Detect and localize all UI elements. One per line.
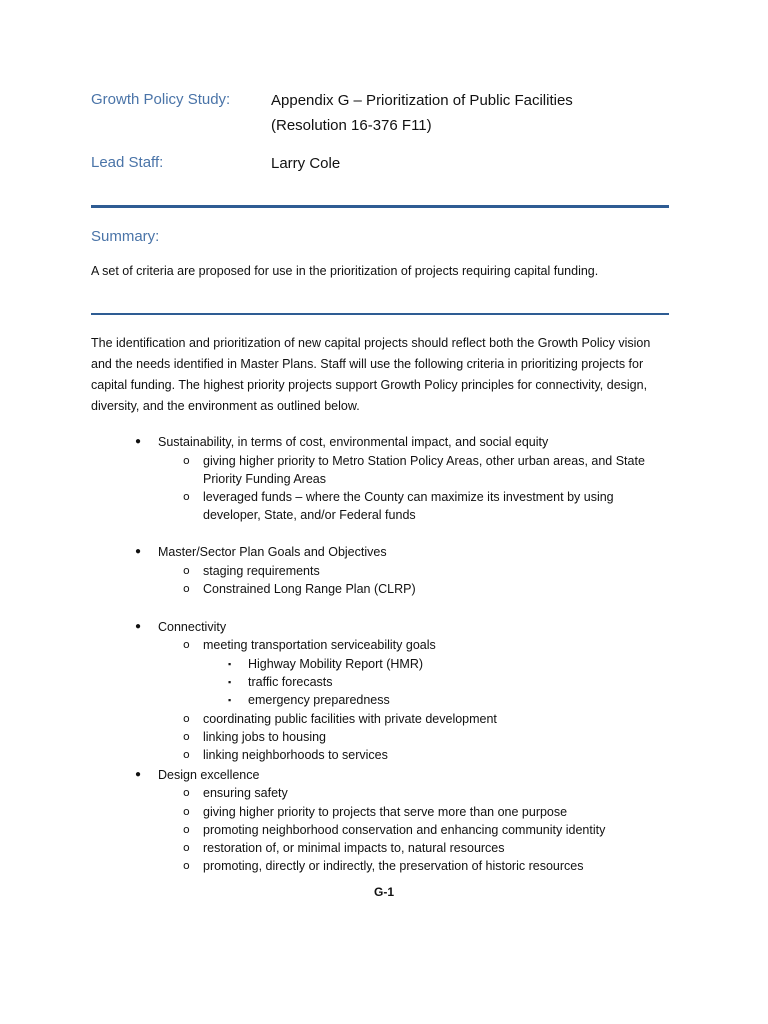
list-item-level-2: restoration of, or minimal impacts to, natural resources (203, 841, 505, 855)
bullet-marker: ▪ (228, 677, 232, 687)
bullet-marker: o (183, 823, 190, 836)
lead-staff-label: Lead Staff: (91, 154, 164, 171)
list-item-level-1: Connectivity (158, 620, 227, 634)
bullet-marker: o (183, 490, 190, 503)
bullet-marker: ● (135, 546, 142, 557)
list-item-level-1: Sustainability, in terms of cost, environmental impact, and social equity (158, 435, 549, 449)
bullet-marker: ▪ (228, 659, 232, 669)
lead-staff-value: Larry Cole (271, 155, 341, 172)
bullet-marker: ● (135, 621, 142, 632)
list-item-level-2: ensuring safety (203, 786, 288, 800)
bullet-marker: o (183, 805, 190, 818)
bullet-marker: o (183, 454, 190, 467)
bullet-marker: ▪ (228, 695, 232, 705)
list-item-level-2: linking jobs to housing (203, 730, 326, 744)
bullet-marker: o (183, 638, 190, 651)
list-item-level-2: promoting, directly or indirectly, the preservation of historic resources (203, 859, 584, 873)
bullet-marker: ● (135, 769, 142, 780)
list-item-level-3: emergency preparedness (248, 693, 390, 707)
bullet-marker: o (183, 730, 190, 743)
list-item-level-1: Design excellence (158, 768, 260, 782)
bullet-marker: o (183, 841, 190, 854)
list-item-level-2: coordinating public facilities with private development (203, 712, 497, 726)
list-item-level-2: Constrained Long Range Plan (CLRP) (203, 582, 416, 596)
list-item-level-2: giving higher priority to projects that serve more than one purpose (203, 805, 568, 819)
bullet-marker: o (183, 582, 190, 595)
summary-divider (91, 313, 669, 315)
header-divider (91, 205, 669, 208)
list-item-level-2: promoting neighborhood conservation and enhancing community identity (203, 823, 606, 837)
summary-text: A set of criteria are proposed for use in the prioritization of projects requiring capital funding. (91, 264, 599, 278)
bullet-marker: o (183, 859, 190, 872)
study-title (271, 88, 573, 138)
bullet-marker: ● (135, 436, 142, 447)
list-item-level-2: staging requirements (203, 564, 320, 578)
study-label: Growth Policy Study: (91, 91, 231, 108)
list-item-level-2: leveraged funds – where the County can maximize its investment by using developer, State, and/or Federal funds (203, 490, 614, 522)
list-item-level-3: traffic forecasts (248, 675, 333, 689)
list-item-level-2: giving higher priority to Metro Station Policy Areas, other urban areas, and State Priority Funding Areas (203, 454, 645, 486)
summary-label: Summary: (91, 228, 160, 245)
list-item-level-3: Highway Mobility Report (HMR) (248, 657, 424, 671)
study-title-line1: Appendix G – Prioritization of Public Facilities (271, 92, 573, 109)
bullet-marker: o (183, 712, 190, 725)
bullet-marker: o (183, 748, 190, 761)
intro-paragraph: The identification and prioritization of new capital projects should reflect both the Growth Policy vision and the needs identified in Master Plans. Staff will use the following criteria in prioritizing projects for capital funding. The highest priority projects support Growth Policy principles for connectivity, design, diversity, and the environment as outlined below. (91, 336, 651, 413)
bullet-marker: o (183, 786, 190, 799)
list-item-level-2: linking neighborhoods to services (203, 748, 388, 762)
study-title-line2: (Resolution 16-376 F11) (271, 117, 432, 134)
list-item-level-2: meeting transportation serviceability goals (203, 638, 436, 652)
bullet-marker: o (183, 564, 190, 577)
page-number: G-1 (373, 885, 394, 899)
list-item-level-1: Master/Sector Plan Goals and Objectives (158, 545, 387, 559)
